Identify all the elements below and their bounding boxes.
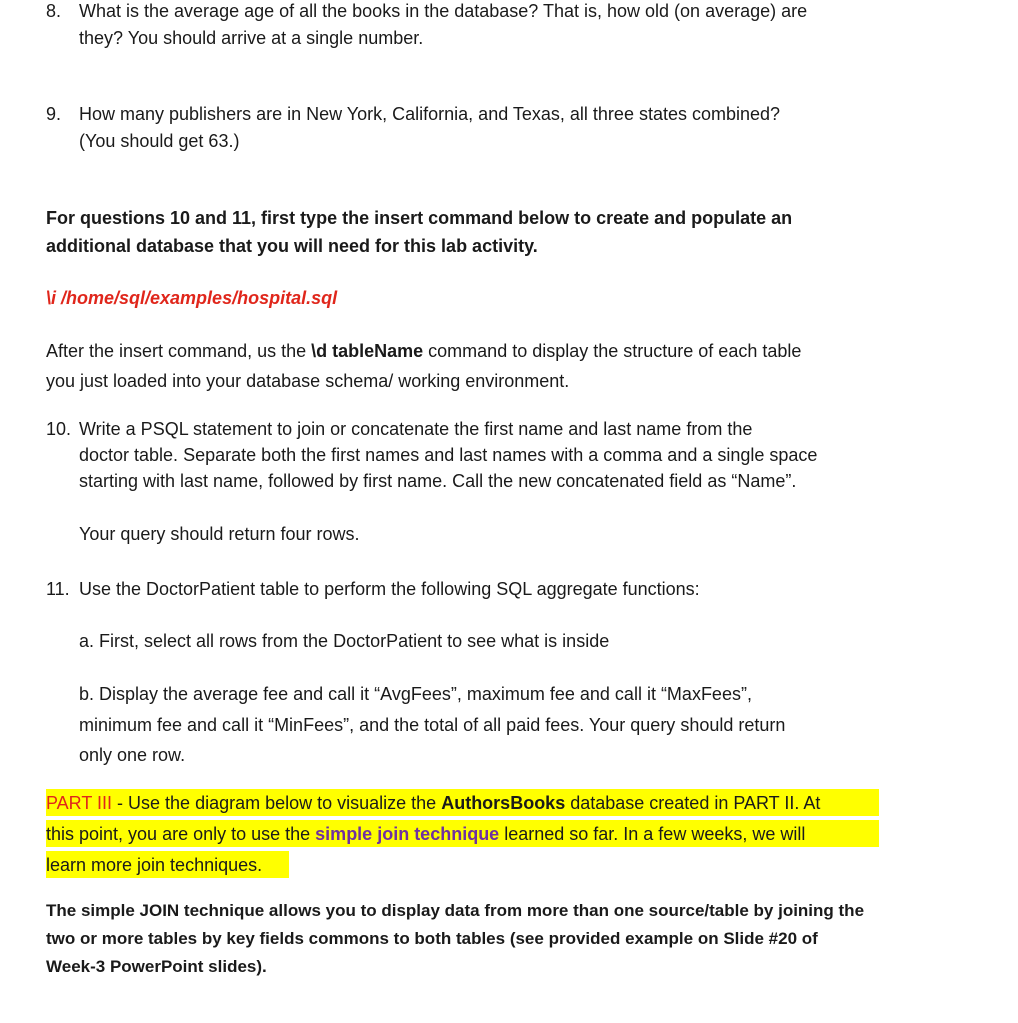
simple-join-line: The simple JOIN technique allows you to display data from more than one source/table by joining the [46, 901, 865, 920]
question-text-line: Use the DoctorPatient table to perform the following SQL aggregate functions: [79, 579, 700, 599]
simple-join-technique: simple join technique [315, 824, 500, 844]
part-3-line: PART III - Use the diagram below to visualize the AuthorsBooks database created in PART II. At [46, 793, 821, 813]
part-3-line: learn more join techniques. [46, 855, 263, 875]
simple-join-line: Week-3 PowerPoint slides). [46, 957, 267, 976]
question-number: 8. [46, 1, 62, 21]
question-text-line: they? You should arrive at a single number. [79, 28, 424, 48]
question-text-line: doctor table. Separate both the first names and last names with a comma and a single space [79, 445, 818, 465]
d-command: \d tableName [311, 341, 424, 361]
intro-text-line: additional database that you will need for this lab activity. [46, 236, 538, 256]
part-3-label: PART III [46, 793, 113, 813]
sub-question-b-line: minimum fee and call it “MinFees”, and the total of all paid fees. Your query should return [79, 715, 786, 735]
part-3-line: this point, you are only to use the simple join technique learned so far. In a few weeks, we will [46, 824, 806, 844]
question-note: Your query should return four rows. [79, 524, 360, 544]
question-number: 10. [46, 419, 72, 439]
authorsbooks-name: AuthorsBooks [441, 793, 566, 813]
after-insert-line: After the insert command, us the \d tableName command to display the structure of each table [46, 341, 802, 361]
question-text-line: Write a PSQL statement to join or concatenate the first name and last name from the [79, 419, 753, 439]
after-insert-line: you just loaded into your database schema/ working environment. [46, 371, 570, 391]
question-number: 9. [46, 104, 62, 124]
intro-text-line: For questions 10 and 11, first type the insert command below to create and populate an [46, 208, 793, 228]
question-text-line: What is the average age of all the books in the database? That is, how old (on average) are [79, 1, 808, 21]
simple-join-line: two or more tables by key fields commons to both tables (see provided example on Slide #20 of [46, 929, 818, 948]
sub-question-b-line: b. Display the average fee and call it “AvgFees”, maximum fee and call it “MaxFees”, [79, 684, 752, 704]
sub-question-b-line: only one row. [79, 745, 186, 765]
question-text-line: (You should get 63.) [79, 131, 240, 151]
question-text-line: starting with last name, followed by first name. Call the new concatenated field as “Name”. [79, 471, 797, 491]
question-number: 11. [46, 579, 70, 599]
question-text-line: How many publishers are in New York, California, and Texas, all three states combined? [79, 104, 781, 124]
sub-question-a: a. First, select all rows from the DoctorPatient to see what is inside [79, 631, 610, 651]
insert-command: \i /home/sql/examples/hospital.sql [46, 288, 338, 308]
